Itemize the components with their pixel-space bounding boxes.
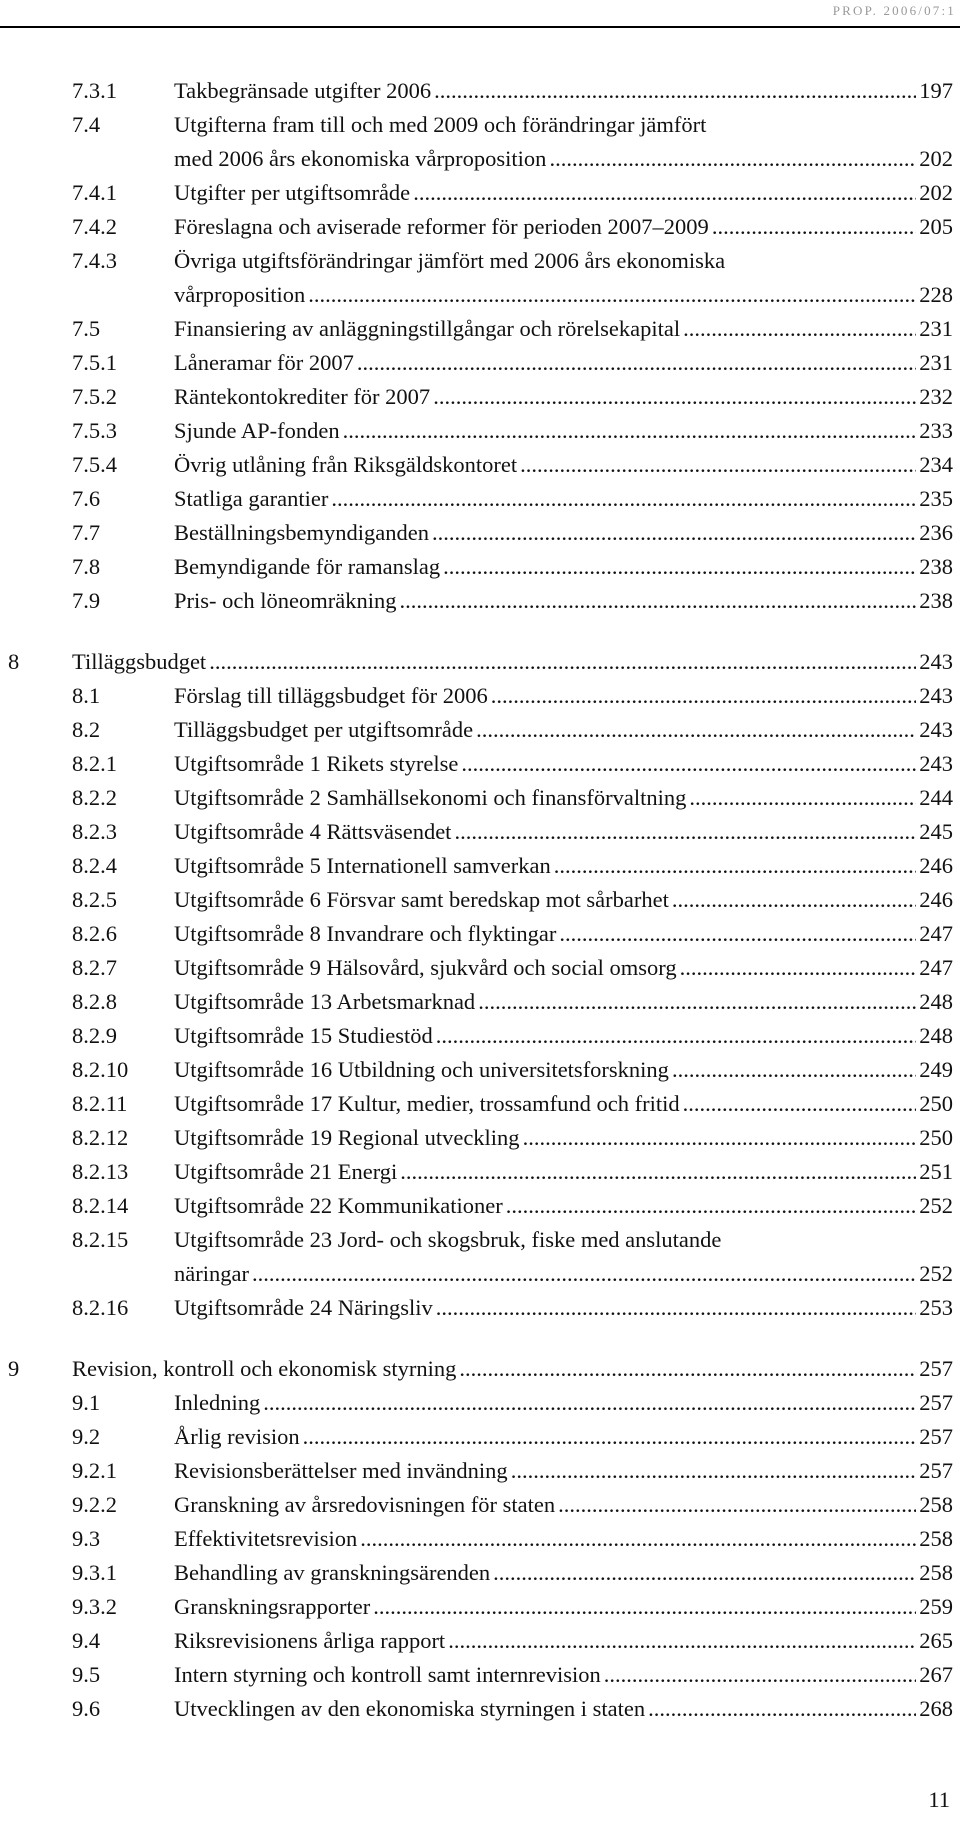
dot-leader (448, 1624, 916, 1658)
toc-entry[interactable] (0, 1352, 960, 1386)
toc-entry-number: 8.2 (72, 717, 101, 742)
toc-entry[interactable] (0, 1420, 960, 1454)
toc-entry[interactable] (0, 679, 960, 713)
toc-entry-number: 7.3.1 (72, 78, 117, 103)
toc-entry-page: 251 (919, 1159, 953, 1184)
toc-entry-title: Utgiftsområde 6 Försvar samt beredskap mot sårbarhet (174, 887, 669, 912)
toc-entry-title: Utgiftsområde 21 Energi (174, 1159, 398, 1184)
toc-entry[interactable] (0, 1624, 960, 1658)
toc-entry-title: Utgiftsområde 1 Rikets styrelse (174, 751, 459, 776)
toc-entry[interactable] (0, 108, 960, 142)
toc-entry[interactable] (0, 346, 960, 380)
toc-entry-title: vårproposition (174, 282, 306, 307)
toc-entry-title: Takbegränsade utgifter 2006 (174, 78, 432, 103)
dot-leader (493, 1556, 916, 1590)
toc-entry-title: Finansiering av anläggningstillgångar och rörelsekapital (174, 316, 681, 341)
toc-entry[interactable] (0, 1087, 960, 1121)
toc-entry-title: Utgiftsområde 23 Jord- och skogsbruk, fiske med anslutande (174, 1227, 722, 1252)
toc-entry-number: 9.2.1 (72, 1458, 117, 1483)
toc-entry[interactable] (0, 516, 960, 550)
toc-entry[interactable] (0, 1386, 960, 1420)
toc-entry-number: 8.2.2 (72, 785, 117, 810)
dot-leader (559, 917, 916, 951)
dot-leader (357, 346, 916, 380)
toc-entry-page: 243 (919, 751, 953, 776)
toc-entry-title: Beställningsbemyndiganden (174, 520, 429, 545)
toc-entry-number: 9.4 (72, 1628, 101, 1653)
toc-entry-number: 8.2.12 (72, 1125, 129, 1150)
toc-entry-number: 8.1 (72, 683, 101, 708)
dot-leader (672, 1053, 916, 1087)
dot-leader (443, 550, 916, 584)
toc-entry[interactable] (0, 312, 960, 346)
toc-entry-page: 235 (919, 486, 953, 511)
toc-entry-number: 8.2.13 (72, 1159, 129, 1184)
toc-entry[interactable] (0, 1155, 960, 1189)
dot-leader (343, 414, 917, 448)
toc-entry-page: 257 (919, 1356, 953, 1381)
toc-entry-page: 250 (919, 1125, 953, 1150)
toc-entry-number: 7.4.3 (72, 248, 117, 273)
dot-leader (399, 584, 916, 618)
table-of-contents (0, 74, 960, 1726)
dot-leader (209, 645, 916, 679)
toc-entry-number: 8.2.8 (72, 989, 117, 1014)
dot-leader (680, 951, 917, 985)
toc-entry-page: 197 (919, 78, 953, 103)
dot-leader (549, 142, 916, 176)
toc-entry-page: 238 (919, 554, 953, 579)
toc-entry-page: 202 (919, 146, 953, 171)
toc-entry-title: Utgiftsområde 13 Arbetsmarknad (174, 989, 476, 1014)
dot-leader (683, 312, 916, 346)
toc-entry-page: 252 (919, 1193, 953, 1218)
toc-entry[interactable] (0, 550, 960, 584)
toc-entry-title: Sjunde AP-fonden (174, 418, 340, 443)
toc-entry-title: Årlig revision (174, 1424, 300, 1449)
toc-entry-page: 246 (919, 887, 953, 912)
toc-entry[interactable] (0, 584, 960, 618)
dot-leader (413, 176, 916, 210)
toc-entry-number: 8 (8, 649, 20, 674)
toc-entry-number: 8.2.5 (72, 887, 117, 912)
toc-entry-number: 7.4.1 (72, 180, 117, 205)
toc-entry-number: 7.8 (72, 554, 101, 579)
toc-entry-number: 7.5.4 (72, 452, 117, 477)
toc-entry-title: Utgiftsområde 5 Internationell samverkan (174, 853, 551, 878)
toc-entry-title: Utgiftsområde 17 Kultur, medier, trossamfund och fritid (174, 1091, 680, 1116)
toc-entry-title: Revisionsberättelser med invändning (174, 1458, 508, 1483)
toc-entry[interactable] (0, 917, 960, 951)
toc-entry-title: Utgifter per utgiftsområde (174, 180, 411, 205)
toc-entry-page: 257 (919, 1424, 953, 1449)
toc-entry-page: 249 (919, 1057, 953, 1082)
toc-entry[interactable] (0, 1556, 960, 1590)
toc-entry-title: Utgiftsområde 24 Näringsliv (174, 1295, 433, 1320)
dot-leader (459, 1352, 916, 1386)
dot-leader (604, 1658, 916, 1692)
toc-entry-title: Bemyndigande för ramanslag (174, 554, 441, 579)
dot-leader (400, 1155, 916, 1189)
dot-leader (303, 1420, 917, 1454)
toc-entry[interactable] (0, 1019, 960, 1053)
toc-entry-number: 9.2 (72, 1424, 101, 1449)
toc-entry[interactable] (0, 1257, 960, 1291)
toc-entry-page: 243 (919, 683, 953, 708)
toc-entry-number: 8.2.14 (72, 1193, 129, 1218)
toc-entry-page: 268 (919, 1696, 953, 1721)
toc-entry-title: Effektivitetsrevision (174, 1526, 358, 1551)
toc-entry-title: Föreslagna och aviserade reformer för perioden 2007–2009 (174, 214, 709, 239)
toc-entry-page: 234 (919, 452, 953, 477)
dot-leader (558, 1488, 916, 1522)
toc-entry-number: 8.2.3 (72, 819, 117, 844)
toc-entry-page: 231 (919, 316, 953, 341)
toc-entry-title: Utgiftsområde 22 Kommunikationer (174, 1193, 503, 1218)
page-number: 11 (928, 1787, 950, 1812)
toc-entry-page: 236 (919, 520, 953, 545)
dot-leader (308, 278, 916, 312)
toc-entry-number: 7.5.2 (72, 384, 117, 409)
toc-entry-title: näringar (174, 1261, 249, 1286)
header-rule (0, 26, 960, 28)
dot-leader (373, 1590, 916, 1624)
toc-entry-title: Utgiftsområde 16 Utbildning och universitetsforskning (174, 1057, 669, 1082)
toc-entry-number: 8.2.16 (72, 1295, 129, 1320)
dot-leader (436, 1019, 917, 1053)
toc-entry-title: med 2006 års ekonomiska vårproposition (174, 146, 547, 171)
toc-entry[interactable] (0, 210, 960, 244)
dot-leader (263, 1386, 916, 1420)
toc-entry-page: 205 (919, 214, 953, 239)
toc-entry-number: 7.7 (72, 520, 101, 545)
toc-entry[interactable] (0, 1189, 960, 1223)
toc-entry-title: Riksrevisionens årliga rapport (174, 1628, 446, 1653)
toc-entry-page: 238 (919, 588, 953, 613)
toc-entry-page: 265 (919, 1628, 953, 1653)
dot-leader (360, 1522, 916, 1556)
toc-entry-number: 7.4.2 (72, 214, 117, 239)
dot-leader (433, 380, 916, 414)
dot-leader (506, 1189, 917, 1223)
toc-entry-title: Tilläggsbudget per utgiftsområde (174, 717, 474, 742)
toc-entry[interactable] (0, 1291, 960, 1325)
toc-entry-title: Utgiftsområde 15 Studiestöd (174, 1023, 433, 1048)
toc-entry-title: Räntekontokrediter för 2007 (174, 384, 431, 409)
toc-entry-number: 8.2.7 (72, 955, 117, 980)
toc-entry-number: 9.1 (72, 1390, 101, 1415)
toc-entry-title: Utgifterna fram till och med 2009 och förändringar jämfört (174, 112, 707, 137)
toc-entry-title: Granskning av årsredovisningen för staten (174, 1492, 556, 1517)
dot-leader (511, 1454, 917, 1488)
toc-entry[interactable] (0, 747, 960, 781)
toc-entry[interactable] (0, 951, 960, 985)
toc-entry[interactable] (0, 883, 960, 917)
toc-entry-title: Inledning (174, 1390, 261, 1415)
toc-entry-title: Utgiftsområde 9 Hälsovård, sjukvård och social omsorg (174, 955, 677, 980)
toc-entry-number: 8.2.1 (72, 751, 117, 776)
toc-entry-page: 258 (919, 1492, 953, 1517)
toc-entry-page: 228 (919, 282, 953, 307)
toc-entry[interactable] (0, 849, 960, 883)
dot-leader (683, 1087, 917, 1121)
section-gap (0, 618, 960, 645)
dot-leader (523, 1121, 917, 1155)
toc-entry-page: 244 (919, 785, 953, 810)
toc-entry-page: 259 (919, 1594, 953, 1619)
toc-entry-page: 231 (919, 350, 953, 375)
toc-entry-page: 248 (919, 1023, 953, 1048)
toc-entry-page: 243 (919, 649, 953, 674)
toc-entry-page: 245 (919, 819, 953, 844)
dot-leader (712, 210, 916, 244)
toc-entry[interactable] (0, 985, 960, 1019)
dot-leader (331, 482, 916, 516)
toc-entry[interactable] (0, 645, 960, 679)
toc-entry[interactable] (0, 414, 960, 448)
toc-entry-title: Utvecklingen av den ekonomiska styrningen i staten (174, 1696, 646, 1721)
dot-leader (476, 713, 916, 747)
dot-leader (434, 74, 916, 108)
toc-entry-title: Behandling av granskningsärenden (174, 1560, 491, 1585)
toc-entry-page: 233 (919, 418, 953, 443)
dot-leader (520, 448, 916, 482)
toc-entry-page: 243 (919, 717, 953, 742)
dot-leader (461, 747, 916, 781)
toc-entry-number: 9.5 (72, 1662, 101, 1687)
toc-entry-page: 250 (919, 1091, 953, 1116)
toc-entry[interactable] (0, 1522, 960, 1556)
toc-entry[interactable] (0, 244, 960, 278)
toc-entry[interactable] (0, 380, 960, 414)
toc-entry-page: 253 (919, 1295, 953, 1320)
toc-entry[interactable] (0, 1454, 960, 1488)
toc-entry-page: 202 (919, 180, 953, 205)
toc-entry-title: Granskningsrapporter (174, 1594, 371, 1619)
running-header: PROP. 2006/07:1 (832, 3, 956, 18)
toc-entry-number: 8.2.10 (72, 1057, 129, 1082)
dot-leader (252, 1257, 916, 1291)
toc-entry[interactable] (0, 713, 960, 747)
toc-entry-number: 9.3 (72, 1526, 101, 1551)
toc-entry-page: 257 (919, 1458, 953, 1483)
toc-entry-number: 9 (8, 1356, 20, 1381)
toc-entry-number: 9.3.2 (72, 1594, 117, 1619)
toc-entry-page: 258 (919, 1560, 953, 1585)
toc-entry[interactable] (0, 1121, 960, 1155)
toc-entry-page: 252 (919, 1261, 953, 1286)
toc-entry-number: 7.6 (72, 486, 101, 511)
toc-entry-title: Förslag till tilläggsbudget för 2006 (174, 683, 488, 708)
toc-entry-number: 7.5.1 (72, 350, 117, 375)
toc-entry-title: Pris- och löneomräkning (174, 588, 397, 613)
toc-entry[interactable] (0, 1223, 960, 1257)
toc-entry-title: Övriga utgiftsförändringar jämfört med 2006 års ekonomiska (174, 248, 726, 273)
toc-entry[interactable] (0, 815, 960, 849)
toc-entry-title: Utgiftsområde 2 Samhällsekonomi och finansförvaltning (174, 785, 687, 810)
toc-entry-title: Utgiftsområde 4 Rättsväsendet (174, 819, 452, 844)
toc-entry-title: Intern styrning och kontroll samt internrevision (174, 1662, 601, 1687)
toc-entry-title: Statliga garantier (174, 486, 329, 511)
toc-entry[interactable] (0, 448, 960, 482)
toc-entry-title: Övrig utlåning från Riksgäldskontoret (174, 452, 518, 477)
toc-entry-number: 8.2.11 (72, 1091, 128, 1116)
toc-entry-number: 7.4 (72, 112, 101, 137)
toc-entry[interactable] (0, 142, 960, 176)
dot-leader (672, 883, 916, 917)
toc-entry-number: 9.2.2 (72, 1492, 117, 1517)
toc-entry-number: 8.2.15 (72, 1227, 129, 1252)
toc-entry[interactable] (0, 176, 960, 210)
toc-entry[interactable] (0, 74, 960, 108)
toc-entry-title: Utgiftsområde 8 Invandrare och flyktingar (174, 921, 557, 946)
toc-entry[interactable] (0, 482, 960, 516)
dot-leader (491, 679, 917, 713)
toc-entry-title: Revision, kontroll och ekonomisk styrning (72, 1356, 457, 1381)
dot-leader (648, 1692, 916, 1726)
toc-entry-page: 232 (919, 384, 953, 409)
dot-leader (454, 815, 916, 849)
toc-entry-title: Utgiftsområde 19 Regional utveckling (174, 1125, 520, 1150)
toc-entry-page: 258 (919, 1526, 953, 1551)
dot-leader (554, 849, 916, 883)
toc-entry-number: 7.9 (72, 588, 101, 613)
toc-entry[interactable] (0, 1692, 960, 1726)
toc-entry-page: 248 (919, 989, 953, 1014)
dot-leader (478, 985, 916, 1019)
toc-entry[interactable] (0, 1053, 960, 1087)
toc-entry-number: 9.6 (72, 1696, 101, 1721)
toc-entry[interactable] (0, 1590, 960, 1624)
toc-entry[interactable] (0, 278, 960, 312)
toc-entry-number: 8.2.9 (72, 1023, 117, 1048)
toc-entry-title: Tilläggsbudget (72, 649, 207, 674)
toc-entry-page: 246 (919, 853, 953, 878)
dot-leader (436, 1291, 917, 1325)
toc-entry-number: 8.2.4 (72, 853, 117, 878)
toc-entry-page: 247 (919, 955, 953, 980)
toc-entry-page: 257 (919, 1390, 953, 1415)
toc-entry-title: Låneramar för 2007 (174, 350, 354, 375)
toc-entry-number: 9.3.1 (72, 1560, 117, 1585)
toc-entry-number: 7.5 (72, 316, 101, 341)
toc-entry-page: 247 (919, 921, 953, 946)
section-gap (0, 1325, 960, 1352)
toc-entry-number: 7.5.3 (72, 418, 117, 443)
dot-leader (432, 516, 916, 550)
toc-entry-page: 267 (919, 1662, 953, 1687)
toc-entry[interactable] (0, 781, 960, 815)
toc-entry[interactable] (0, 1658, 960, 1692)
dot-leader (689, 781, 916, 815)
toc-entry[interactable] (0, 1488, 960, 1522)
toc-entry-number: 8.2.6 (72, 921, 117, 946)
